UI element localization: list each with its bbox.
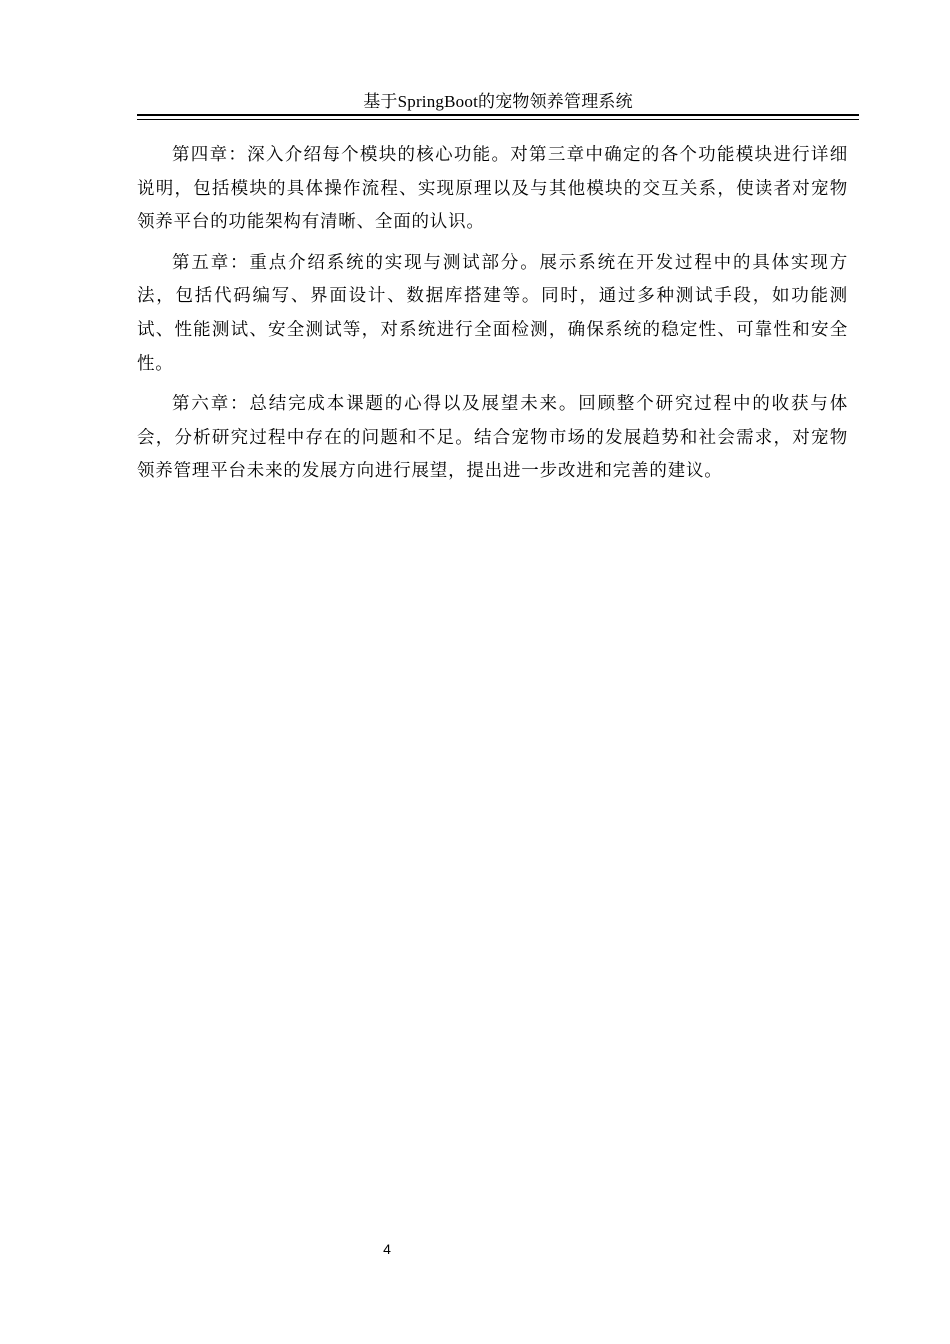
paragraph-chapter-5: 第五章：重点介绍系统的实现与测试部分。展示系统在开发过程中的具体实现方法，包括代码编写、界面设计、数据库搭建等。同时，通过多种测试手段，如功能测试、性能测试、安全测试等，对系统进行全面检测，确保系统的稳定性、可靠性和安全性。 (137, 252, 848, 374)
running-header: 基于SpringBoot的宠物领养管理系统 (363, 92, 633, 111)
body-text (137, 139, 848, 496)
paragraph-chapter-4: 第四章：深入介绍每个模块的核心功能。对第三章中确定的各个功能模块进行详细说明，包括模块的具体操作流程、实现原理以及与其他模块的交互关系，使读者对宠物领养平台的功能架构有清晰、全面的认识。 (137, 145, 848, 233)
paragraph-chapter-6: 第六章：总结完成本课题的心得以及展望未来。回顾整个研究过程中的收获与体会，分析研究过程中存在的问题和不足。结合宠物市场的发展趋势和社会需求，对宠物领养管理平台未来的发展方向进行展望，提出进一步改进和完善的建议。 (137, 394, 848, 482)
header-rule-thin (137, 119, 859, 120)
page-number: 4 (383, 1241, 391, 1257)
header-rule-thick (137, 114, 859, 116)
